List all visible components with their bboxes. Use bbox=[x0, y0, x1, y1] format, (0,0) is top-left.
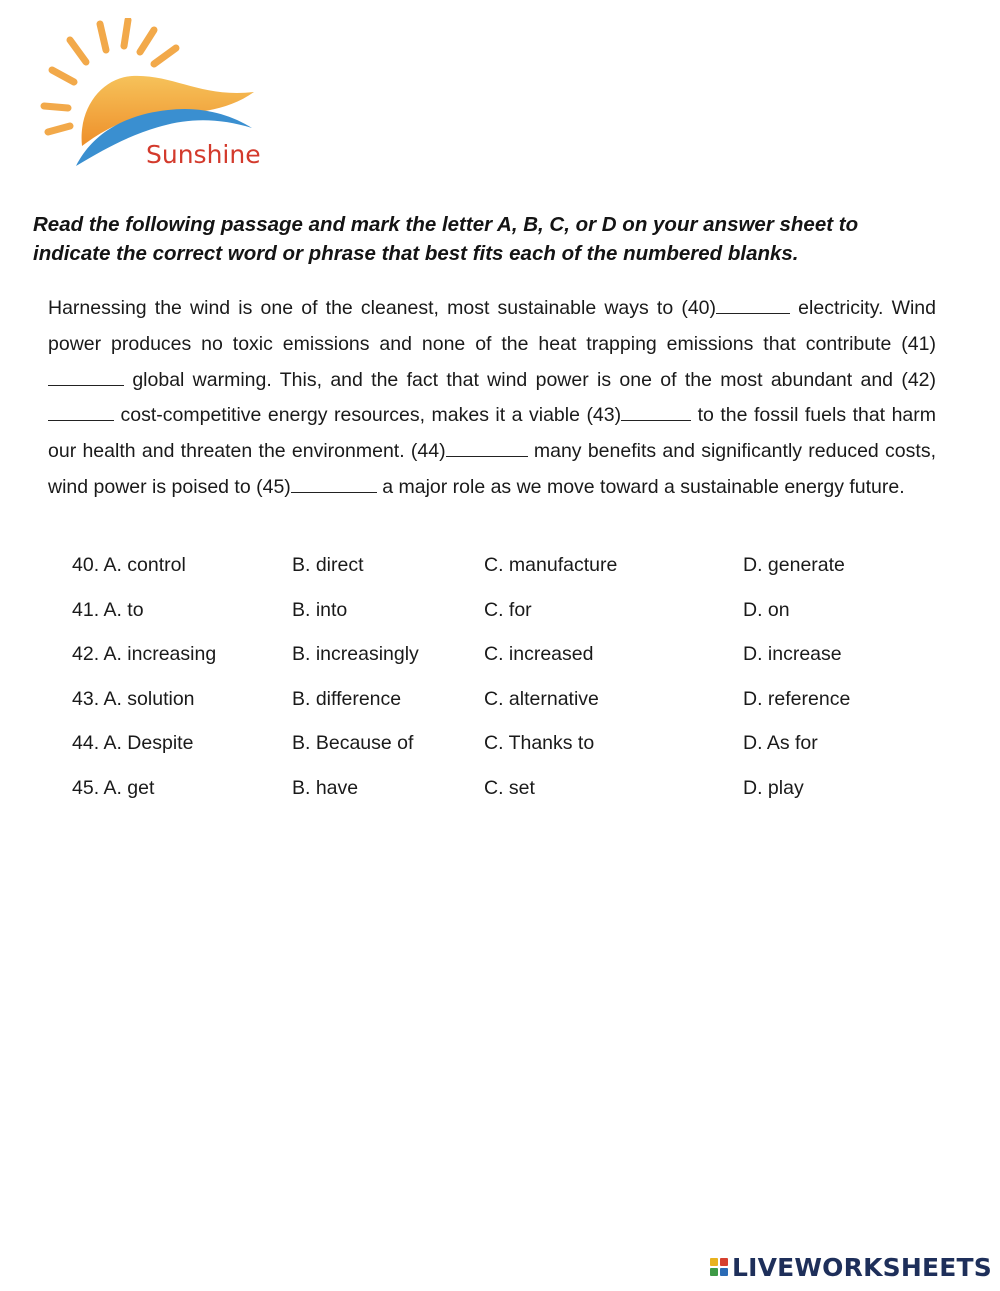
option-a[interactable]: 45. A. get bbox=[72, 776, 155, 799]
option-c[interactable]: C. for bbox=[484, 598, 532, 621]
option-a[interactable]: 44. A. Despite bbox=[72, 732, 194, 755]
blank-43[interactable] bbox=[621, 402, 691, 421]
passage-text-5: to the fossil fuels that harm our health and threaten the environment. (44) bbox=[48, 404, 937, 463]
option-b[interactable]: B. Because of bbox=[292, 732, 414, 755]
brand-name: LIVEWORKSHEETS bbox=[731, 1252, 992, 1282]
option-c[interactable]: C. Thanks to bbox=[484, 732, 595, 755]
passage-text-4: cost-competitive energy resources, makes it a viable (43) bbox=[120, 404, 622, 427]
option-b[interactable]: B. direct bbox=[292, 554, 364, 576]
option-c[interactable]: C. set bbox=[484, 776, 535, 799]
option-a[interactable]: 43. A. solution bbox=[72, 687, 195, 710]
passage-text-7: a major role as we move toward a sustainable energy future. bbox=[382, 475, 905, 498]
passage-text-3: global warming. This, and the fact that wind power is one of the most abundant and (42) bbox=[132, 368, 937, 391]
question-45 bbox=[72, 773, 952, 818]
blank-41[interactable] bbox=[48, 367, 124, 386]
question-list bbox=[72, 550, 952, 818]
option-c[interactable]: C. increased bbox=[484, 643, 594, 666]
option-b[interactable]: B. have bbox=[292, 776, 359, 799]
option-a[interactable]: 40. A. control bbox=[72, 554, 186, 576]
passage-text-2: electricity. Wind power produces no toxic emissions and none of the heat trapping emissions that contribute (41) bbox=[48, 297, 936, 355]
instructions: Read the following passage and mark the letter A, B, C, or D on your answer sheet to indicate the correct word or phrase that best fits each of the numbered blanks. bbox=[33, 213, 859, 265]
option-d[interactable]: D. reference bbox=[743, 687, 851, 710]
blank-44[interactable] bbox=[446, 438, 528, 457]
option-a[interactable]: 42. A. increasing bbox=[72, 643, 217, 666]
question-42 bbox=[72, 639, 952, 684]
option-d[interactable]: D. play bbox=[743, 776, 804, 799]
option-c[interactable]: C. alternative bbox=[484, 687, 599, 710]
option-b[interactable]: B. increasingly bbox=[292, 643, 419, 666]
option-b[interactable]: B. into bbox=[292, 598, 348, 621]
liveworksheets-logo-icon bbox=[710, 1258, 728, 1276]
liveworksheets-brand bbox=[710, 1253, 992, 1281]
option-d[interactable]: D. generate bbox=[743, 554, 845, 576]
option-c[interactable]: C. manufacture bbox=[484, 554, 618, 576]
option-b[interactable]: B. difference bbox=[292, 687, 402, 710]
option-d[interactable]: D. As for bbox=[743, 732, 818, 755]
blank-45[interactable] bbox=[291, 474, 377, 493]
logo-text: Sunshine bbox=[146, 140, 261, 169]
option-d[interactable]: D. increase bbox=[743, 643, 842, 666]
question-40 bbox=[72, 550, 952, 595]
blank-40[interactable] bbox=[716, 295, 790, 314]
passage-text-6: many benefits and significantly reduced costs, wind power is poised to (45) bbox=[48, 440, 936, 498]
question-44 bbox=[72, 728, 952, 773]
passage-text-1: Harnessing the wind is one of the cleanest, most sustainable ways to (40) bbox=[48, 297, 717, 319]
question-41 bbox=[72, 595, 952, 640]
passage bbox=[48, 291, 936, 506]
blank-42[interactable] bbox=[48, 402, 114, 421]
option-a[interactable]: 41. A. to bbox=[72, 598, 144, 621]
option-d[interactable]: D. on bbox=[743, 598, 790, 621]
question-43 bbox=[72, 684, 952, 729]
sunshine-logo bbox=[40, 18, 270, 178]
